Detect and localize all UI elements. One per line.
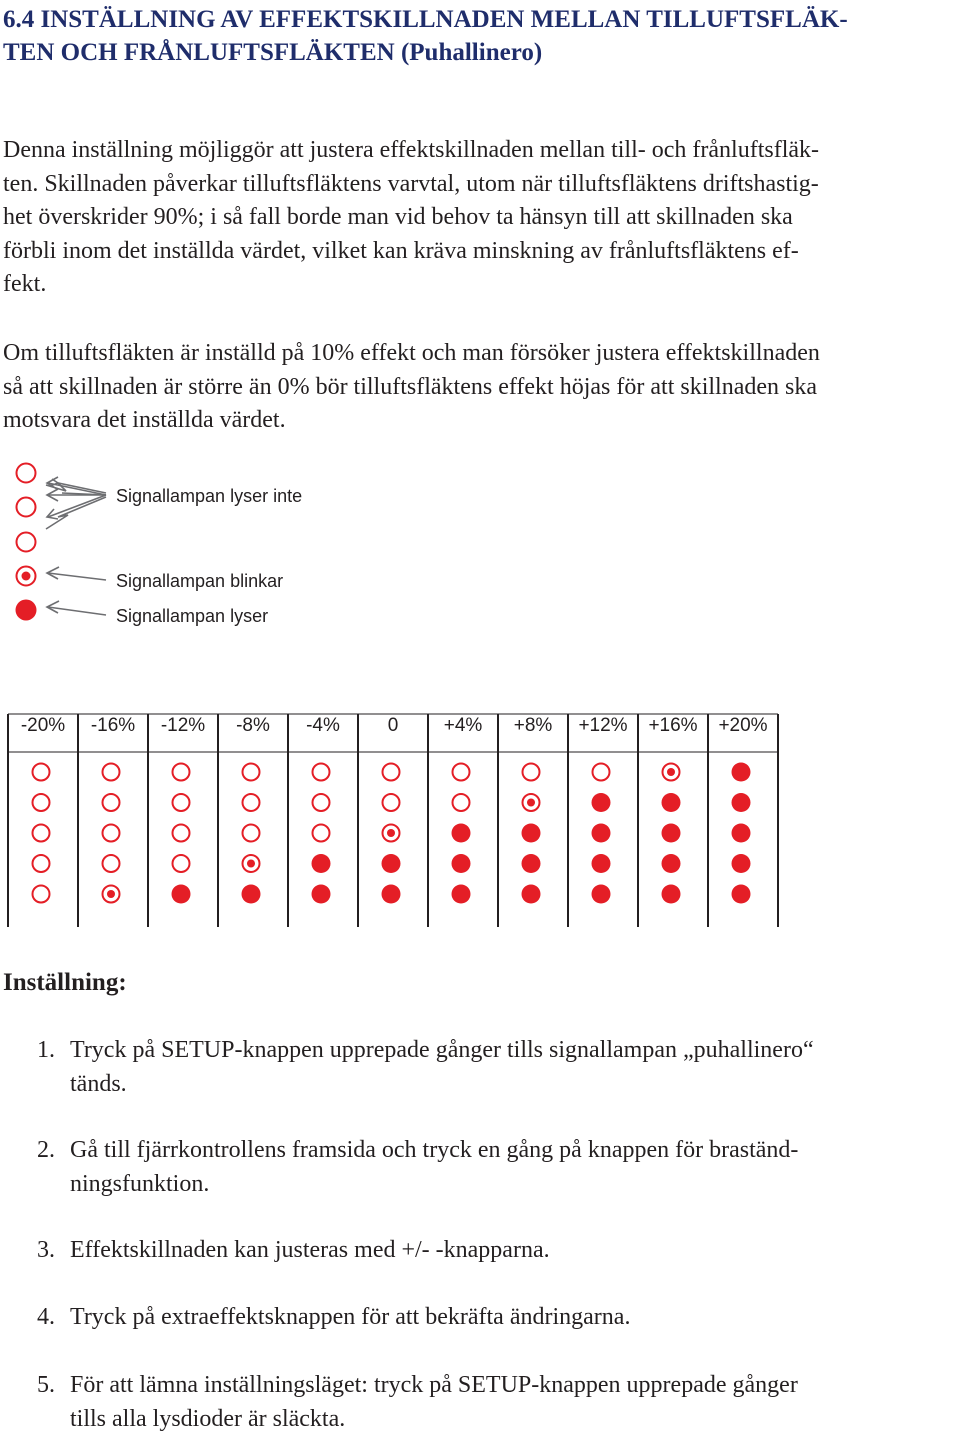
led-on-icon: [662, 793, 681, 812]
led-off-icon: [103, 855, 120, 872]
led-on-icon: [452, 885, 471, 904]
led-on-icon: [732, 885, 751, 904]
led-off-icon: [103, 794, 120, 811]
legend-label-blink: Signallampan blinkar: [116, 571, 284, 591]
example-paragraph: [3, 337, 958, 438]
led-off-icon: [383, 764, 400, 781]
arrow-icon: [46, 479, 106, 529]
arrow-icon: [47, 601, 106, 615]
led-on-icon: [312, 885, 331, 904]
legend-label-off: Signallampan lyser inte: [116, 486, 303, 506]
step-text-line: Gå till fjärrkontrollens framsida och tryck en gång på knappen för braständ-: [70, 1137, 799, 1163]
section-heading-line-2: TEN OCH FRÅNLUFTSFLÄKTEN (Puhallinero): [3, 39, 543, 66]
settings-heading: Inställning:: [3, 969, 127, 996]
led-off-icon: [33, 794, 50, 811]
arrow-icon: [47, 567, 106, 580]
led-on-icon: [592, 854, 611, 873]
example-paragraph-line: så att skillnaden är större än 0% bör tilluftsfläktens effekt höjas för att skillnaden ska: [3, 373, 817, 400]
step-text-line: Effektskillnaden kan justeras med +/- -knapparna.: [70, 1237, 550, 1263]
step-text: [70, 1134, 950, 1201]
led-off-icon: [17, 464, 36, 483]
led-on-icon: [732, 854, 751, 873]
led-off-icon: [173, 764, 190, 781]
led-on-icon: [522, 885, 541, 904]
column-header: -20%: [20, 715, 66, 736]
led-off-icon: [33, 855, 50, 872]
step-text-line: tänds.: [70, 1070, 127, 1097]
led-off-icon: [453, 794, 470, 811]
led-off-icon: [103, 825, 120, 842]
led-off-icon: [17, 533, 36, 552]
column-header: -16%: [90, 715, 136, 736]
led-blink-dot: [247, 860, 255, 868]
intro-paragraph: [3, 134, 958, 302]
section-heading: [3, 3, 953, 69]
led-legend: [0, 455, 500, 635]
step-text-line: Tryck på SETUP-knappen upprepade gånger tills signallampan „puhallinero“: [70, 1037, 814, 1063]
led-off-icon: [103, 764, 120, 781]
led-on-icon: [172, 885, 191, 904]
led-blink-dot: [107, 890, 115, 898]
led-on-icon: [382, 854, 401, 873]
led-on-icon: [732, 793, 751, 812]
example-paragraph-line: motsvara det inställda värdet.: [3, 407, 286, 434]
led-on-icon: [452, 824, 471, 843]
led-blink-dot: [667, 768, 675, 776]
step-number: 3.: [37, 1237, 55, 1263]
led-off-icon: [33, 764, 50, 781]
column-header: +12%: [578, 715, 628, 736]
led-off-icon: [593, 764, 610, 781]
led-off-icon: [523, 764, 540, 781]
led-off-icon: [33, 886, 50, 903]
led-off-icon: [243, 825, 260, 842]
led-off-icon: [383, 794, 400, 811]
led-indicator-table: [0, 700, 820, 940]
led-on-icon: [16, 600, 37, 621]
led-blink-dot: [527, 799, 535, 807]
step-number: 1.: [37, 1037, 55, 1063]
intro-paragraph-line: fekt.: [3, 271, 47, 298]
step-number: 4.: [37, 1304, 55, 1330]
led-blink-dot: [387, 829, 395, 837]
column-header: +8%: [513, 715, 553, 736]
led-on-icon: [242, 885, 261, 904]
led-on-icon: [522, 854, 541, 873]
led-on-icon: [732, 763, 751, 782]
led-off-icon: [313, 794, 330, 811]
led-on-icon: [662, 885, 681, 904]
led-on-icon: [662, 824, 681, 843]
led-off-icon: [243, 764, 260, 781]
column-header: -12%: [160, 715, 206, 736]
led-on-icon: [452, 854, 471, 873]
step-text: [70, 1034, 950, 1101]
column-header: 0: [387, 715, 399, 736]
step-text-line: För att lämna inställningsläget: tryck på SETUP-knappen upprepade gånger: [70, 1372, 798, 1398]
led-off-icon: [17, 498, 36, 517]
step-text-line: tills alla lysdioder är släckta.: [70, 1405, 346, 1432]
led-off-icon: [33, 825, 50, 842]
led-off-icon: [173, 825, 190, 842]
column-header: +4%: [443, 715, 483, 736]
led-on-icon: [592, 824, 611, 843]
column-header: +20%: [718, 715, 768, 736]
led-off-icon: [173, 855, 190, 872]
led-on-icon: [732, 824, 751, 843]
step-number: 2.: [37, 1137, 55, 1163]
led-off-icon: [243, 794, 260, 811]
section-heading-line-1: 6.4 INSTÄLLNING AV EFFEKTSKILLNADEN MELLAN TILLUFTSFLÄK-: [3, 6, 848, 33]
step-text: [70, 1369, 950, 1436]
step-text: [70, 1301, 950, 1335]
led-off-icon: [173, 794, 190, 811]
column-header: -4%: [306, 715, 340, 736]
intro-paragraph-line: ten. Skillnaden påverkar tilluftsfläktens varvtal, utom när tilluftsfläktens driftshastig-: [3, 170, 819, 197]
legend-label-on: Signallampan lyser: [116, 606, 269, 626]
intro-paragraph-line: Denna inställning möjliggör att justera effektskillnaden mellan till- och frånluftsfläk-: [3, 137, 819, 163]
led-on-icon: [592, 793, 611, 812]
column-header: +16%: [648, 715, 698, 736]
led-off-icon: [313, 825, 330, 842]
led-on-icon: [312, 854, 331, 873]
step-text-line: Tryck på extraeffektsknappen för att bekräfta ändringarna.: [70, 1304, 631, 1330]
led-on-icon: [662, 854, 681, 873]
led-on-icon: [522, 824, 541, 843]
step-text-line: ningsfunktion.: [70, 1170, 210, 1197]
led-on-icon: [592, 885, 611, 904]
column-header: -8%: [236, 715, 270, 736]
example-paragraph-line: Om tilluftsfläkten är inställd på 10% effekt och man försöker justera effektskillnaden: [3, 340, 820, 366]
led-off-icon: [453, 764, 470, 781]
step-text: [70, 1234, 950, 1268]
step-number: 5.: [37, 1372, 55, 1398]
intro-paragraph-line: förbli inom det inställda värdet, vilket kan kräva minskning av frånluftsfläktens ef-: [3, 237, 799, 264]
led-on-icon: [382, 885, 401, 904]
led-off-icon: [313, 764, 330, 781]
intro-paragraph-line: het överskrider 90%; i så fall borde man vid behov ta hänsyn till att skillnaden ska: [3, 204, 793, 231]
